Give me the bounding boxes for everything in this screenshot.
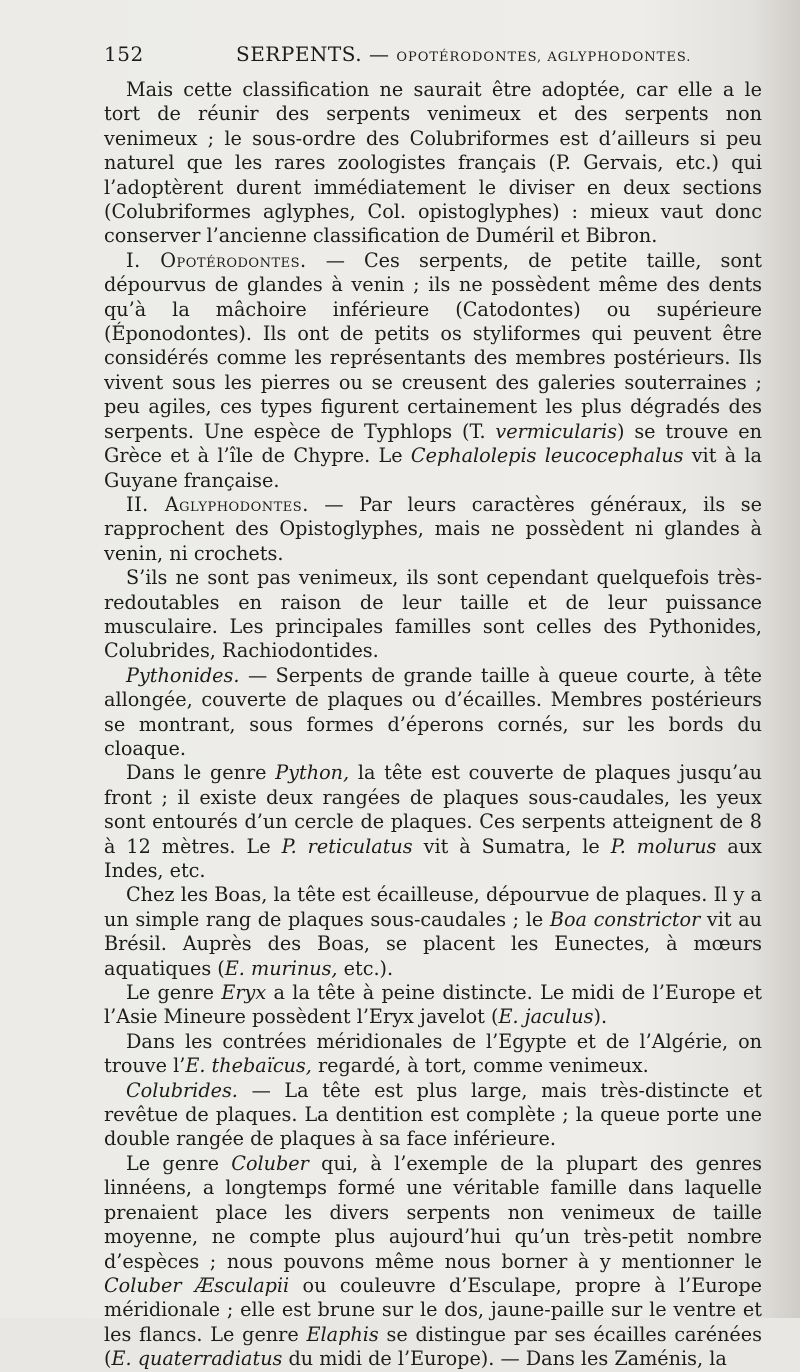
running-head-title: SERPENTS. [236, 42, 363, 66]
paragraph-opoterodontes: I. Opotérodontes. — Ces serpents, de petite taille, sont dépourvus de glandes à venin ; ils ne possèdent même des dents qu’à la mâchoire inférieure (Catodontes) ou supérieure (Éponodontes). Ils ont de petits os styliformes qui peuvent être considérés comme les représentants des membres postérieurs. Ils vivent sous les pierres ou se creusent des galeries souterraines ; peu agiles, ces types figurent certainement les plus dégradés des serpents. Une espèce de Typhlops (T. vermicularis) se trouve en Grèce et à l’île de Chypre. Le Cephalolepis leucocephalus vit à la Guyane française. [104, 248, 763, 492]
paragraph-families: S’ils ne sont pas venimeux, ils sont cependant quelquefois très-redoutables en raison de leur taille et de leur puissance musculaire. Les principales familles sont celles des Pythonides, Colubrides, Rachiodontides. [104, 566, 762, 663]
paragraph-coluber: Le genre Coluber qui, à l’exemple de la plupart des genres linnéens, a longtemps formé une véritable famille dans laquelle prenaient place les divers serpents non venimeux de taille moyenne, ne compte plus aujourd’hui qu’un très-petit nombre d’espèces ; nous pouvons même nous borner à y mentionner le Coluber Æsculapii ou couleuvre d’Esculape, propre à l’Europe méridionale ; elle est brune sur le dos, jaune-paille sur le ventre et les flancs. Le genre Elaphis se distingue par ses écailles carénées (E. quaterradiatus du midi de l’Europe). — Dans les Zaménis, la [104, 1151, 762, 1371]
paragraph-colubrides: Colubrides. — La tête est plus large, mais très-distincte et revêtue de plaques. La dentition est complète ; la queue porte une double rangée de plaques à sa face inférieure. [104, 1078, 762, 1151]
paragraph-eryx: Le genre Eryx a la tête à peine distincte. Le midi de l’Europe et l’Asie Mineure possèdent l’Eryx javelot (E. jaculus). [104, 981, 762, 1029]
paragraph-aglyphodontes: II. Aglyphodontes. — Par leurs caractères généraux, ils se rapprochent des Opistoglyphes, mais ne possèdent ni glandes à venin, ni crochets. [104, 492, 762, 565]
paragraph-boas: Chez les Boas, la tête est écailleuse, dépourvue de plaques. Il y a un simple rang de plaques sous-caudales ; le Boa constrictor vit au Brésil. Auprès des Boas, se placent les Eunectes, à mœurs aquatiques (E. murinus, etc.). [104, 883, 763, 980]
paragraph-python: Dans le genre Python, la tête est couverte de plaques jusqu’au front ; il existe deux rangées de plaques sous-caudales, les yeux sont entourés d’un cercle de plaques. Ces serpents atteignent de 8 à 12 mètres. Le P. reticulatus vit à Sumatra, le P. molurus aux Indes, etc. [104, 761, 762, 882]
running-head-dash: — [362, 42, 397, 66]
page-number: 152 [104, 42, 144, 66]
body-text [104, 78, 762, 1372]
section-heading-aglyphodontes: II. Aglyphodontes. [126, 492, 309, 516]
section-heading-opoterodontes: I. Opotérodontes. [126, 248, 307, 272]
subheading-colubrides: Colubrides. [126, 1078, 238, 1102]
subheading-pythonides: Pythonides. [126, 663, 240, 687]
paragraph-classification: Mais cette classification ne saurait être adoptée, car elle a le tort de réunir des serpents venimeux et des serpents non venimeux ; le sous-ordre des Colubriformes est d’ailleurs si peu naturel que les rares zoologistes français (P. Gervais, etc.) qui l’adoptèrent durent immédiatement le diviser en deux sections (Colubriformes aglyphes, Col. opistoglyphes) : mieux vaut donc conserver l’ancienne classification de Duméril et Bibron. [104, 78, 762, 248]
running-head [236, 42, 691, 66]
running-head-subtitle: OPOTÉRODONTES, AGLYPHODONTES. [396, 50, 692, 65]
paragraph-pythonides: Pythonides. — Serpents de grande taille à queue courte, à tête allongée, couverte de plaques ou d’écailles. Membres postérieurs se montrant, sous formes d’éperons cornés, sur les bords du cloaque. [104, 663, 762, 760]
page-header [104, 42, 764, 72]
paragraph-egypte: Dans les contrées méridionales de l’Egypte et de l’Algérie, on trouve l’E. thebaïcus, regardé, à tort, comme venimeux. [104, 1029, 762, 1078]
